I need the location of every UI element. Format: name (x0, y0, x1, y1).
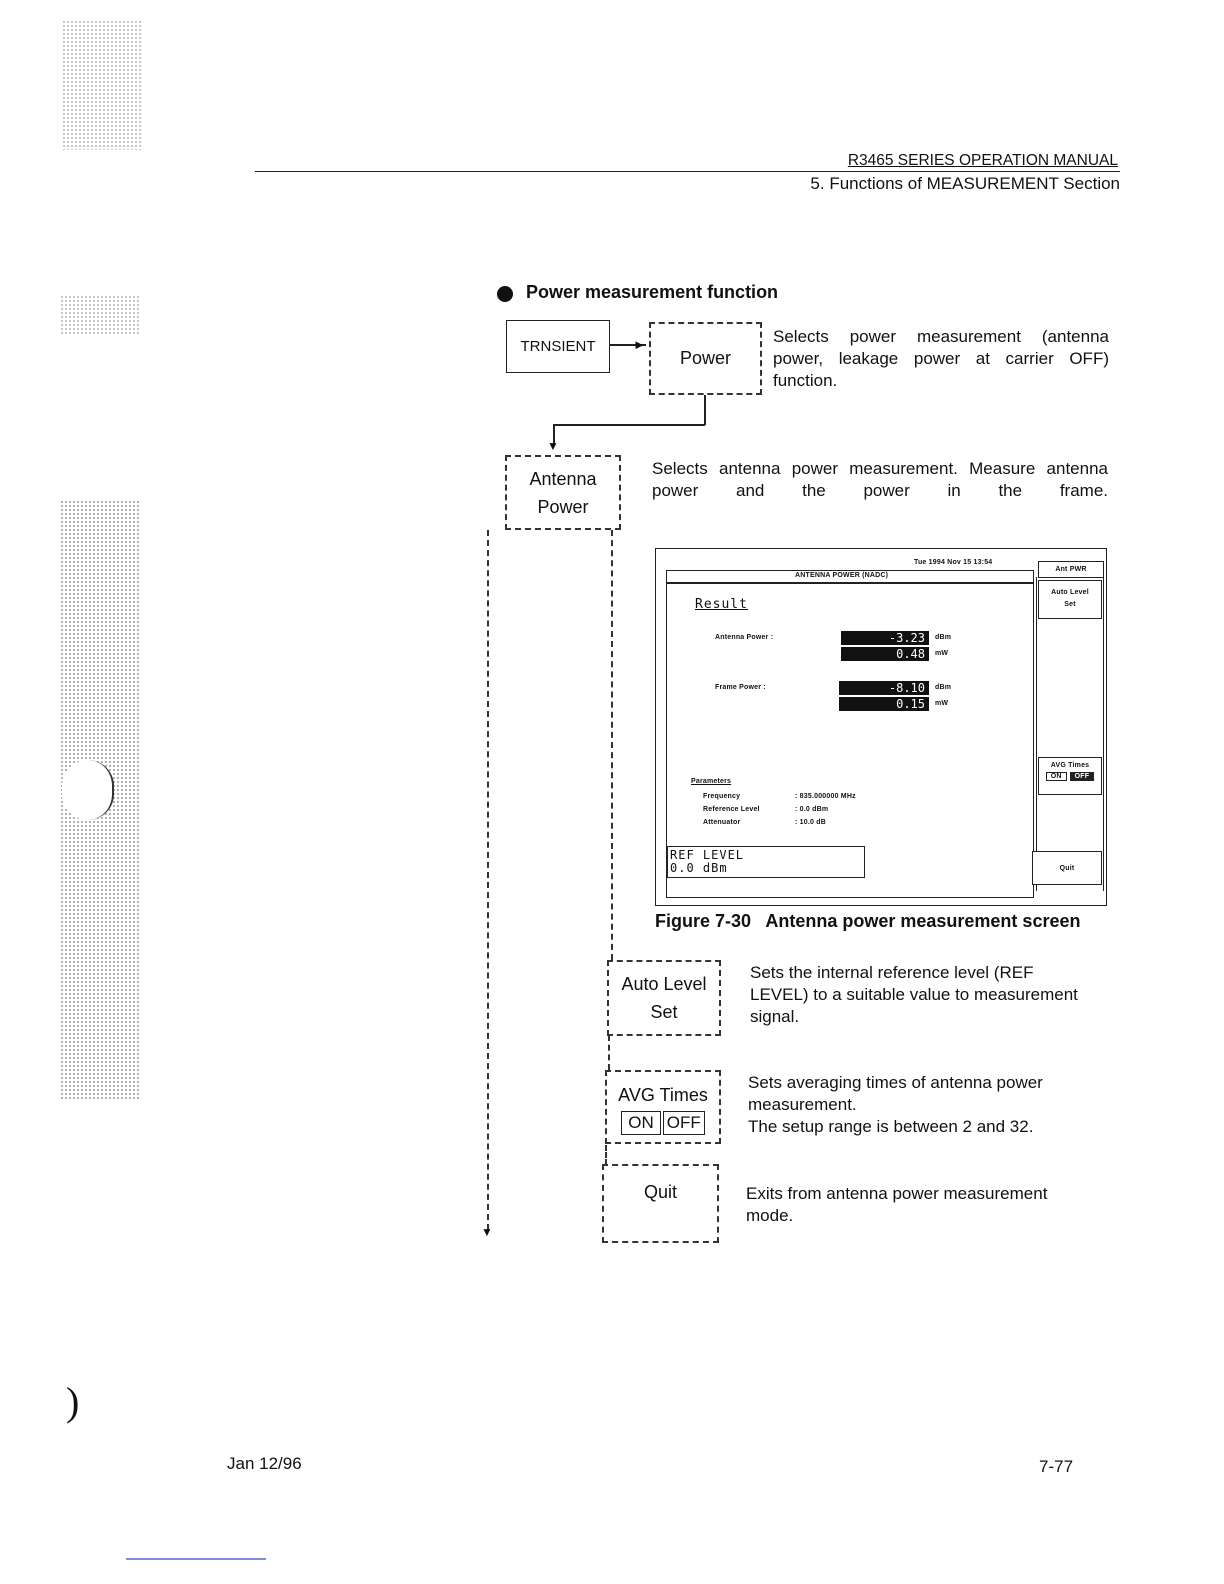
power-softkey: Power (649, 322, 762, 395)
softkey-on: ON (1046, 772, 1067, 781)
ref-box-line2: 0.0 dBm (670, 861, 728, 875)
avg-off-toggle: OFF (663, 1111, 705, 1135)
screen-title: ANTENNA POWER (NADC) (795, 572, 889, 579)
parameters-label: Parameters (691, 778, 732, 785)
avg-desc-line1: Sets averaging times of antenna power measurement. (748, 1073, 1043, 1114)
softkey-avg-label: AVG Times (1050, 762, 1090, 769)
screen-softkey-auto-level (1038, 580, 1102, 619)
ref-box-line1: REF LEVEL (670, 848, 745, 862)
power-description: Selects power measurement (antenna power, leakage power at carrier OFF) function. (773, 327, 1109, 390)
antenna-power-mw: 0.48 (841, 647, 929, 661)
footer-rule (126, 1558, 266, 1560)
measurement-screen (655, 548, 1107, 906)
antenna-description (652, 458, 1108, 502)
avg-desc-line2: The setup range is between 2 and 32. (748, 1117, 1034, 1136)
auto-level-set-softkey (607, 960, 721, 1036)
section-heading: Power measurement function (526, 282, 779, 302)
quit-description: Exits from antenna power measurement mode. (746, 1184, 1048, 1225)
unit-mw: mW (935, 700, 949, 707)
auto-key-line2: Set (650, 1002, 678, 1022)
flow-line (611, 530, 613, 960)
unit-dbm: dBm (935, 634, 952, 641)
screen-softkey-quit: Quit (1032, 851, 1102, 885)
frequency-value: : 835.000000 MHz (795, 793, 856, 800)
screen-main-panel (666, 570, 1034, 898)
avg-times-softkey (605, 1070, 721, 1144)
menu-frame (1036, 577, 1104, 891)
trnsient-key: TRNSIENT (506, 320, 610, 373)
bullet-icon (497, 286, 513, 302)
antenna-power-softkey (505, 455, 621, 530)
attenuator-value: : 10.0 dB (795, 819, 826, 826)
connector-line (704, 395, 706, 425)
arrow-down-icon: ▼ (481, 1225, 493, 1239)
section-title: 5. Functions of MEASUREMENT Section (810, 174, 1120, 193)
page-number: 7-77 (1039, 1457, 1074, 1476)
header-rule (255, 171, 1120, 172)
auto-level-description: Sets the internal reference level (REF LEVEL) to a suitable value to measurement signal. (750, 963, 1078, 1026)
figure-caption: Figure 7-30 Antenna power measurement screen (655, 911, 1081, 931)
arrow-down-icon: ▼ (547, 439, 559, 453)
unit-mw: mW (935, 650, 949, 657)
flow-line (487, 530, 489, 1230)
frame-power-dbm: -8.10 (839, 681, 929, 695)
attenuator-label: Attenuator (703, 819, 741, 826)
softkey-auto-line1: Auto Level (1051, 589, 1089, 596)
softkey-off: OFF (1070, 772, 1095, 781)
avg-times-description (748, 1072, 1088, 1138)
avg-on-toggle: ON (621, 1111, 661, 1135)
antenna-key-line2: Power (537, 497, 589, 517)
frame-power-mw: 0.15 (839, 697, 929, 711)
antenna-description-text: Selects antenna power measurement. Measure antenna power and the power in the frame. (652, 459, 1108, 500)
antenna-power-dbm: -3.23 (841, 631, 929, 645)
antenna-key-line1: Antenna (529, 469, 597, 489)
ref-level-box (667, 846, 865, 878)
quit-softkey: Quit (602, 1164, 719, 1243)
frame-power-label: Frame Power : (715, 684, 766, 691)
ref-level-label: Reference Level (703, 806, 760, 813)
flow-line (605, 1145, 607, 1165)
arrow-right-icon: ► (633, 337, 646, 352)
screen-title-rule (667, 582, 1033, 584)
unit-dbm: dBm (935, 684, 952, 691)
menu-title: Ant PWR (1038, 561, 1104, 578)
screen-softkey-avg-times (1038, 757, 1102, 795)
avg-key-label: AVG Times (618, 1085, 708, 1105)
flow-line (608, 1035, 610, 1070)
binder-hole (62, 760, 114, 820)
footer-date: Jan 12/96 (227, 1454, 302, 1473)
antenna-power-label: Antenna Power : (715, 634, 774, 641)
softkey-auto-line2: Set (1064, 601, 1076, 608)
screen-datetime: Tue 1994 Nov 15 13:54 (914, 559, 993, 566)
manual-title: R3465 SERIES OPERATION MANUAL (847, 152, 1118, 169)
scan-artifact (62, 20, 142, 150)
frequency-label: Frequency (703, 793, 741, 800)
result-label: Result (695, 597, 748, 612)
binder-mark: ) (66, 1379, 80, 1424)
auto-key-line1: Auto Level (621, 974, 707, 994)
scan-artifact (60, 295, 140, 335)
connector-line (553, 424, 705, 426)
ref-level-value: : 0.0 dBm (795, 806, 829, 813)
